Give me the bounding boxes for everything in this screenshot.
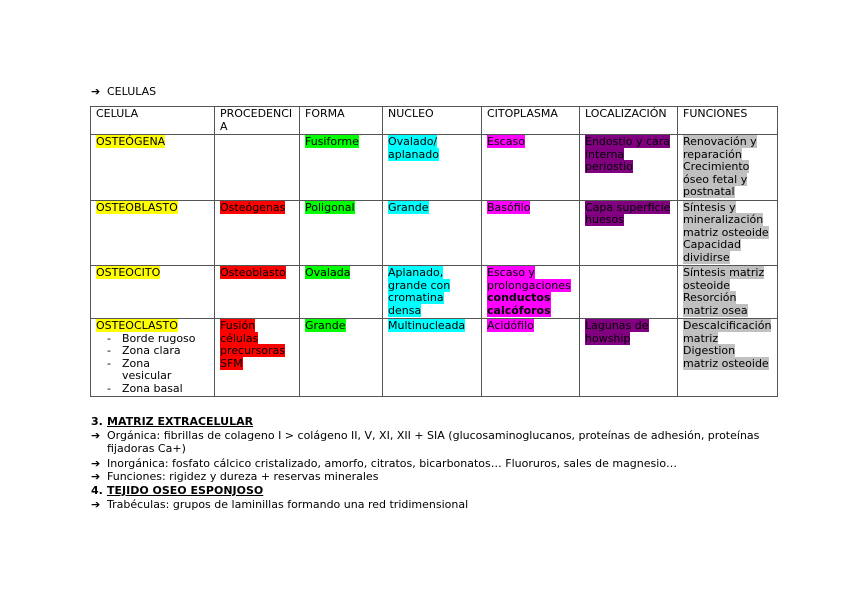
cell-citoplasma: Basófilo bbox=[482, 200, 580, 266]
cell-procedencia bbox=[215, 135, 300, 201]
table-row bbox=[91, 319, 778, 397]
cell-celula bbox=[91, 266, 215, 319]
cell-procedencia: Osteoblasto bbox=[215, 266, 300, 319]
celula-name: OSTEÓGENA bbox=[96, 135, 166, 148]
table-row bbox=[91, 135, 778, 201]
table-row bbox=[91, 266, 778, 319]
cell-forma: Grande bbox=[300, 319, 383, 397]
arrow-icon: ➔ bbox=[91, 429, 101, 442]
cell-nucleo: Multinucleada bbox=[383, 319, 482, 397]
bullet-organica-cont: fijadoras Ca+) bbox=[107, 442, 186, 455]
header-nucleo: NUCLEO bbox=[383, 107, 482, 135]
cell-funciones: Síntesis matriz osteoide Resorción matriz osea bbox=[678, 266, 778, 319]
arrow-icon: ➔ bbox=[91, 85, 101, 98]
table-header-row bbox=[91, 107, 778, 135]
section-title-matriz: 3. MATRIZ EXTRACELULAR bbox=[91, 415, 254, 428]
cell-funciones: Renovación y reparación Crecimiento óseo fetal y postnatal bbox=[678, 135, 778, 201]
table-row bbox=[91, 200, 778, 266]
cell-localizacion bbox=[580, 266, 678, 319]
list-item: - Zona clara bbox=[107, 344, 181, 357]
celulas-label: CELULAS bbox=[107, 85, 157, 98]
cell-funciones: Descalcificación matriz Digestion matriz osteoide bbox=[678, 319, 778, 397]
list-item: - Zona basal bbox=[107, 381, 183, 395]
cell-nucleo: Ovalado/ aplanado bbox=[383, 135, 482, 201]
list-item: - Zona vesicular bbox=[107, 356, 172, 382]
bullet-inorganica: ➔ Inorgánica: fosfato cálcico cristalizado, amorfo, citratos, bicarbonatos… Fluoruros, sales de magnesio… bbox=[91, 457, 678, 470]
cell-forma: Ovalada bbox=[300, 266, 383, 319]
cell-forma: Fusiforme bbox=[300, 135, 383, 201]
header-localizacion: LOCALIZACIÓN bbox=[580, 107, 678, 135]
celula-name: OSTEOCLASTO bbox=[96, 319, 178, 332]
cell-citoplasma: Escaso y prolongaciones conductos calcóforos bbox=[482, 266, 580, 319]
celula-name: OSTEOCITO bbox=[96, 266, 161, 279]
header-procedencia: PROCEDENCIA bbox=[215, 107, 300, 135]
cell-citoplasma: Escaso bbox=[482, 135, 580, 201]
header-funciones: FUNCIONES bbox=[678, 107, 778, 135]
arrow-icon: ➔ bbox=[91, 457, 101, 470]
bullet-organica: ➔ Orgánica: fibrillas de colageno I > colágeno II, V, XI, XII + SIA (glucosaminoglucanos, proteínas de adhesión, proteínas bbox=[91, 429, 760, 442]
celula-name: OSTEOBLASTO bbox=[96, 200, 178, 214]
cell-citoplasma: Acidófilo bbox=[482, 319, 580, 397]
cell-forma: Poligonal bbox=[300, 200, 383, 266]
cells-table bbox=[90, 106, 778, 397]
cell-localizacion: Capa superficie huesos bbox=[580, 200, 678, 266]
cell-procedencia: Fusión células precursoras SFM bbox=[215, 319, 300, 397]
cell-celula bbox=[91, 135, 215, 201]
cell-localizacion: Lagunas de howship bbox=[580, 319, 678, 397]
cell-localizacion: Endostio y cara interna periostio bbox=[580, 135, 678, 201]
arrow-icon: ➔ bbox=[91, 498, 101, 511]
header-celula: CELULA bbox=[91, 107, 215, 135]
celulas-heading bbox=[91, 86, 156, 99]
bullet-trabeculas: ➔ Trabéculas: grupos de laminillas formando una red tridimensional bbox=[91, 498, 469, 511]
bullet-funciones: ➔ Funciones: rigidez y dureza + reservas minerales bbox=[91, 470, 379, 483]
cell-procedencia: Osteógenas bbox=[215, 200, 300, 266]
list-item: - Borde rugoso bbox=[107, 331, 196, 345]
arrow-icon: ➔ bbox=[91, 470, 101, 483]
section-title-tejido: 4. TEJIDO OSEO ESPONJOSO bbox=[91, 484, 264, 497]
header-citoplasma: CITOPLASMA bbox=[482, 107, 580, 135]
cell-nucleo: Grande bbox=[383, 200, 482, 266]
cell-celula bbox=[91, 319, 215, 397]
header-forma: FORMA bbox=[300, 107, 383, 135]
cell-funciones: Síntesis y mineralización matriz osteoide Capacidad dividirse bbox=[678, 200, 778, 266]
cell-nucleo: Aplanado, grande con cromatina densa bbox=[383, 266, 482, 319]
cell-celula bbox=[91, 200, 215, 266]
osteoclasto-zones bbox=[96, 333, 209, 396]
